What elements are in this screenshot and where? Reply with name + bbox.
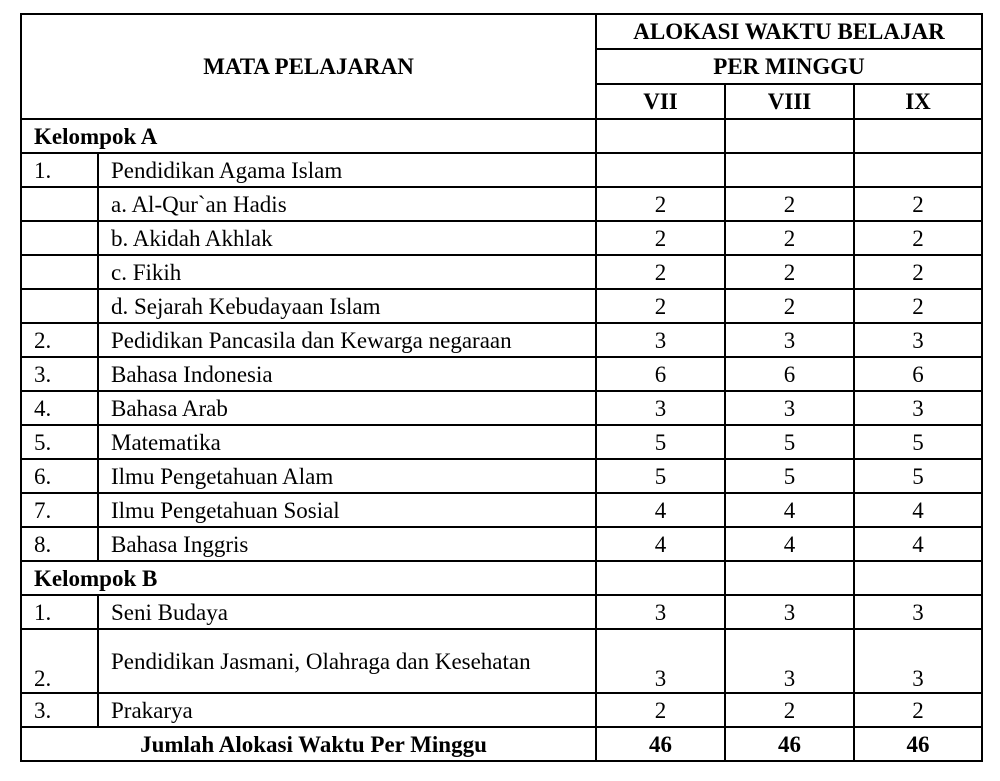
subject-row <box>21 693 982 727</box>
subject-row <box>21 187 982 221</box>
hours-viii <box>725 153 854 187</box>
hours-vii: 2 <box>596 187 725 221</box>
row-number: 8. <box>21 527 98 561</box>
hours-viii: 4 <box>725 527 854 561</box>
hours-viii: 2 <box>725 693 854 727</box>
hours-vii: 5 <box>596 425 725 459</box>
row-number: 6. <box>21 459 98 493</box>
subject-row <box>21 357 982 391</box>
hours-viii: 5 <box>725 425 854 459</box>
subject-name: Ilmu Pengetahuan Alam <box>98 459 596 493</box>
row-number <box>21 187 98 221</box>
hours-ix: 4 <box>854 527 982 561</box>
hours-vii: 6 <box>596 357 725 391</box>
subject-name: Bahasa Indonesia <box>98 357 596 391</box>
empty-cell <box>596 119 725 153</box>
total-hours-viii: 46 <box>725 727 854 761</box>
subject-row <box>21 289 982 323</box>
hours-vii: 2 <box>596 255 725 289</box>
row-number: 5. <box>21 425 98 459</box>
subject-name: a. Al-Qur`an Hadis <box>98 187 596 221</box>
hours-ix: 3 <box>854 595 982 629</box>
subject-name: Pendidikan Jasmani, Olahraga dan Kesehatan <box>98 629 596 693</box>
hours-viii: 5 <box>725 459 854 493</box>
empty-cell <box>725 561 854 595</box>
subject-row <box>21 153 982 187</box>
hours-vii <box>596 153 725 187</box>
hours-viii: 3 <box>725 323 854 357</box>
subject-name: b. Akidah Akhlak <box>98 221 596 255</box>
row-number: 4. <box>21 391 98 425</box>
header-row-1 <box>21 14 982 49</box>
subject-row <box>21 255 982 289</box>
subject-row <box>21 527 982 561</box>
grade-header-vii: VII <box>596 84 725 119</box>
total-label: Jumlah Alokasi Waktu Per Minggu <box>21 727 596 761</box>
hours-vii: 3 <box>596 391 725 425</box>
hours-ix: 5 <box>854 459 982 493</box>
hours-ix: 6 <box>854 357 982 391</box>
hours-ix: 2 <box>854 693 982 727</box>
grade-header-ix: IX <box>854 84 982 119</box>
hours-ix: 3 <box>854 629 982 693</box>
hours-vii: 2 <box>596 693 725 727</box>
subject-row <box>21 493 982 527</box>
grade-header-viii: VIII <box>725 84 854 119</box>
row-number: 7. <box>21 493 98 527</box>
subject-row <box>21 221 982 255</box>
hours-ix: 2 <box>854 187 982 221</box>
hours-vii: 4 <box>596 493 725 527</box>
total-hours-vii: 46 <box>596 727 725 761</box>
subject-column-header: MATA PELAJARAN <box>21 14 596 119</box>
hours-viii: 2 <box>725 255 854 289</box>
subject-name: Matematika <box>98 425 596 459</box>
total-row <box>21 727 982 761</box>
subject-row <box>21 425 982 459</box>
hours-ix: 2 <box>854 221 982 255</box>
total-hours-ix: 46 <box>854 727 982 761</box>
subject-row <box>21 629 982 693</box>
empty-cell <box>725 119 854 153</box>
subject-name: Ilmu Pengetahuan Sosial <box>98 493 596 527</box>
subject-name: c. Fikih <box>98 255 596 289</box>
hours-ix: 5 <box>854 425 982 459</box>
row-number: 1. <box>21 595 98 629</box>
hours-vii: 5 <box>596 459 725 493</box>
hours-vii: 3 <box>596 323 725 357</box>
hours-vii: 2 <box>596 221 725 255</box>
group-row <box>21 561 982 595</box>
row-number: 2. <box>21 629 98 693</box>
hours-viii: 2 <box>725 221 854 255</box>
subject-row <box>21 595 982 629</box>
allocation-header-line2: PER MINGGU <box>596 49 982 84</box>
hours-ix: 3 <box>854 391 982 425</box>
subject-name: Bahasa Inggris <box>98 527 596 561</box>
hours-vii: 3 <box>596 595 725 629</box>
row-number <box>21 221 98 255</box>
hours-viii: 2 <box>725 187 854 221</box>
empty-cell <box>854 561 982 595</box>
hours-vii: 2 <box>596 289 725 323</box>
subject-name: Bahasa Arab <box>98 391 596 425</box>
hours-ix: 2 <box>854 255 982 289</box>
group-label: Kelompok A <box>21 119 596 153</box>
subject-name: Pedidikan Pancasila dan Kewarga negaraan <box>98 323 596 357</box>
subject-name: d. Sejarah Kebudayaan Islam <box>98 289 596 323</box>
hours-vii: 4 <box>596 527 725 561</box>
curriculum-table-body <box>21 14 982 761</box>
hours-vii: 3 <box>596 629 725 693</box>
hours-ix <box>854 153 982 187</box>
row-number: 2. <box>21 323 98 357</box>
hours-viii: 3 <box>725 391 854 425</box>
hours-ix: 3 <box>854 323 982 357</box>
subject-row <box>21 459 982 493</box>
subject-row <box>21 391 982 425</box>
subject-name: Pendidikan Agama Islam <box>98 153 596 187</box>
group-label: Kelompok B <box>21 561 596 595</box>
curriculum-table <box>20 13 983 762</box>
subject-name: Prakarya <box>98 693 596 727</box>
hours-viii: 3 <box>725 629 854 693</box>
row-number: 1. <box>21 153 98 187</box>
hours-viii: 3 <box>725 595 854 629</box>
hours-viii: 2 <box>725 289 854 323</box>
row-number <box>21 289 98 323</box>
hours-ix: 4 <box>854 493 982 527</box>
subject-name: Seni Budaya <box>98 595 596 629</box>
row-number: 3. <box>21 357 98 391</box>
hours-ix: 2 <box>854 289 982 323</box>
hours-viii: 4 <box>725 493 854 527</box>
subject-row <box>21 323 982 357</box>
empty-cell <box>854 119 982 153</box>
row-number <box>21 255 98 289</box>
hours-viii: 6 <box>725 357 854 391</box>
empty-cell <box>596 561 725 595</box>
row-number: 3. <box>21 693 98 727</box>
group-row <box>21 119 982 153</box>
allocation-header-line1: ALOKASI WAKTU BELAJAR <box>596 14 982 49</box>
